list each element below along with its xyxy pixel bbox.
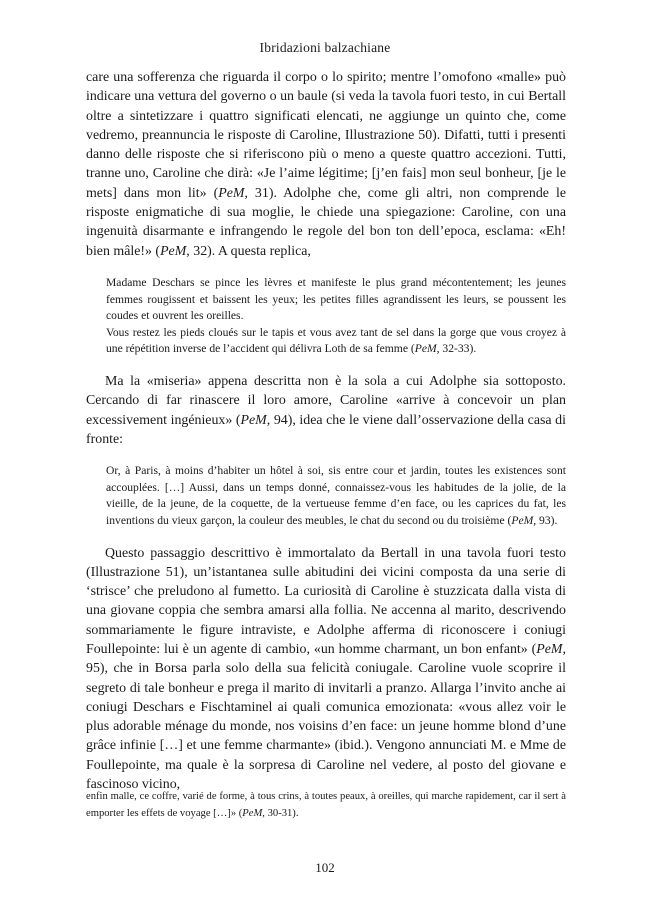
citation-abbrev: PeM (160, 243, 187, 259)
citation-abbrev: PeM (536, 641, 563, 657)
citation-abbrev: PeM (511, 513, 534, 527)
paragraph: Questo passaggio descrittivo è immortalato da Bertall in una tavola fuori testo (Illustrazione 51), un’istantanea sulle abitudini dei vicini composta da una serie di ‘strisce’ che preludono al fumetto. La curiosità di Caroline è stuzzicata dalla vista di una giovane coppia che sembra amarsi alla follia. Ne accenna al marito, descrivendo sommariamente le figure intraviste, e Adolphe afferma di riconoscere i coniugi Foullepointe: lui è un agente di cambio, «un homme charmant, un bon enfant» (PeM, 95), che in Borsa parla solo della sua felicità coniugale. Caroline vuole scoprire il segreto di tale bonheur e prega il marito di invitarli a pranzo. Allarga l’invito anche ai coniugi Deschars e Fischtaminel ai quali comunica emozionata: «vous allez voir le plus adorable ménage du monde, nos voisins d’en face: un jeune homme blond d’une grâce infinie […] et une femme charmante» (ibid.). Vengono annunciati M. e Mme de Foullepointe, ma quale è la sorpresa di Caroline nel vedere, al posto del giovane e fascinoso vicino, (86, 545, 566, 793)
citation-abbrev: PeM (414, 342, 437, 356)
main-text (86, 68, 566, 794)
footnote: enfin malle, ce coffre, varié de forme, à tous crins, à toutes peaux, à oreilles, qui marche rapidement, car il sert à emporter les effets de voyage […]» (PeM, 30-31). (86, 791, 566, 819)
citation-abbrev: PeM (240, 412, 267, 428)
citation-abbrev: PeM (242, 807, 263, 819)
page-number: 102 (315, 860, 335, 875)
paragraph: care una sofferenza che riguarda il corpo o lo spirito; mentre l’omofono «malle» può indicare una vettura del governo o un baule (si veda la tavola fuori testo, in cui Bertall oltre a sintetizzare i quattro significati elencati, ne aggiunge un quinto che, come vedremo, preannuncia le risposte di Caroline, Illustrazione 50). Difatti, tutti i presenti danno delle risposte che si riferiscono più o meno a queste quattro accezioni. Tutti, tranne uno, Caroline che dirà: «Je l’aime légitime; [j’en fais] mon seul bonheur, [je le mets] dans mon lit» (PeM, 31). Adolphe che, come gli altri, non comprende le risposte enigmatiche di sua moglie, le chiede una spiegazione: Caroline, con una ingenuità disarmante e infrangendo le regole del bon ton dell’epoca, esclama: «Eh! bien mâle!» (PeM, 32). A questa replica, (86, 70, 566, 259)
block-quote (106, 275, 566, 358)
quote-paragraph: Vous restez les pieds cloués sur le tapis et vous avez tant de sel dans la gorge que vous croyez à une répétition inverse de l’accident qui délivra Loth de sa femme (PeM, 32-33). (106, 325, 566, 356)
paragraph: Ma la «miseria» appena descritta non è la sola a cui Adolphe sia sottoposto. Cercando di far rinascere il loro amore, Caroline «arrive à concevoir un plan excessivement ingénieux» (PeM, 94), idea che le viene dall’osservazione della casa di fronte: (86, 373, 566, 447)
block-quote (106, 463, 566, 529)
running-head: Ibridazioni balzachiane (259, 40, 391, 55)
citation-abbrev: PeM (218, 185, 245, 201)
quote-paragraph: Madame Deschars se pince les lèvres et manifeste le plus grand mécontentement; les jeunes femmes rougissent et baissent les yeux; les petites filles agrandissent les leurs, se poussent les coudes et ouvrent les oreilles. (106, 275, 566, 323)
quote-paragraph: Or, à Paris, à moins d’habiter un hôtel à soi, sis entre cour et jardin, toutes les existences sont accouplées. […] Aussi, dans un temps donné, connaissez-vous les habitudes de la jolie, de la vieille, de la jeune, de la coquette, de la vertueuse femme d’en face, ou les caprices du fat, les inventions du vieux garçon, la couleur des meubles, le chat du second ou du troisième (PeM, 93). (106, 464, 566, 527)
